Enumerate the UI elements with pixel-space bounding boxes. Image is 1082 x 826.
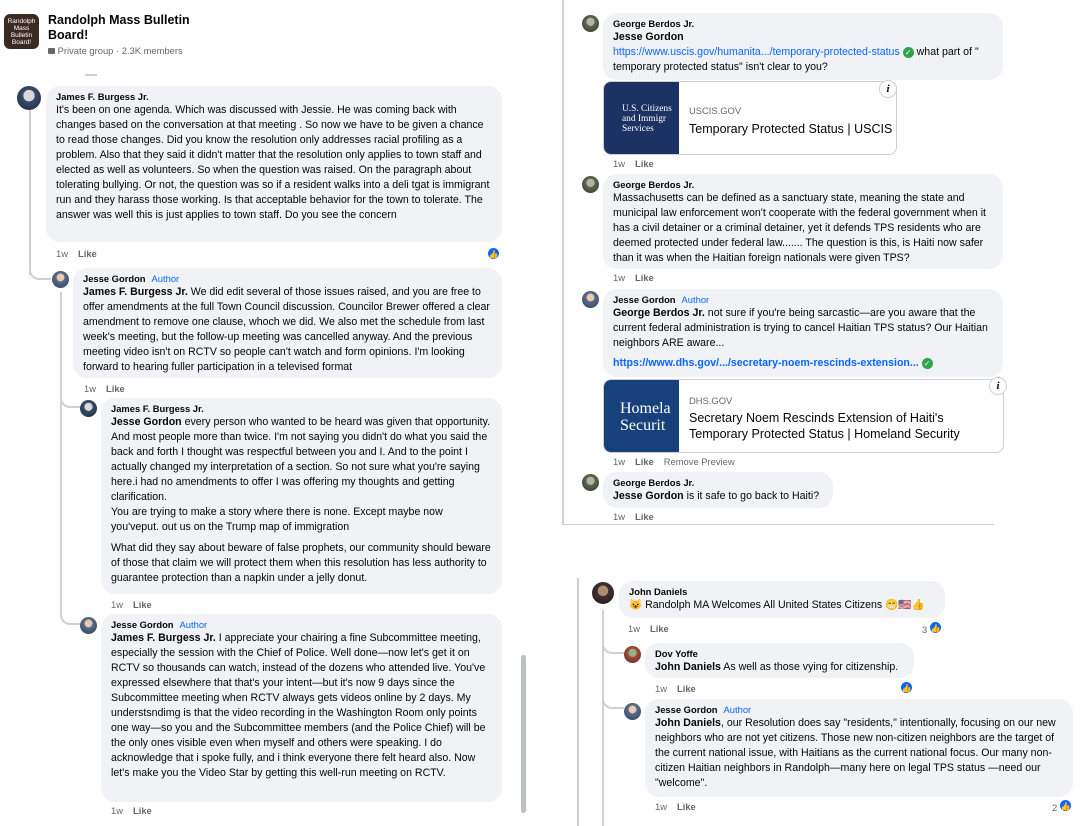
comment-time[interactable]: 1w <box>613 511 625 522</box>
link-preview-thumbnail: U.S. Citizens and Immigr Services <box>604 82 679 154</box>
comment-author[interactable]: Jesse Gordon Author <box>613 294 710 305</box>
comment-author[interactable]: John Daniels <box>629 586 688 597</box>
mention[interactable]: George Berdos Jr. <box>613 307 705 319</box>
remove-preview-button[interactable]: Remove Preview <box>663 456 735 467</box>
avatar[interactable] <box>582 176 599 193</box>
comment-meta <box>628 623 679 634</box>
like-button[interactable]: Like <box>634 158 654 169</box>
comment-author[interactable]: Jesse Gordon Author <box>111 619 208 630</box>
comment-meta <box>655 683 706 694</box>
avatar[interactable] <box>582 474 599 491</box>
like-button[interactable]: Like <box>634 456 654 467</box>
comment-text: Massachusetts can be defined as a sanctuary state, meaning the state and municipal law enforcement won't cooperate with the federal government when it has a civil detainer or a criminal detainer, yet it defends TPS residents who are deemed protected under federal law....... The question is this, is Haiti now safer than it was when the Haitian foreign nationals were given TPS? <box>613 192 989 264</box>
like-button[interactable]: Like <box>77 248 97 259</box>
comment-author[interactable]: George Berdos Jr. <box>613 477 695 488</box>
thread-line <box>29 110 31 275</box>
like-icon[interactable]: 👍 <box>929 621 942 634</box>
comment-bubble <box>73 268 502 378</box>
avatar[interactable] <box>592 582 614 604</box>
group-title[interactable]: Randolph Mass Bulletin Board! <box>48 13 190 42</box>
comment-time[interactable]: 1w <box>613 272 625 283</box>
comment-text: John Daniels As well as those vying for citizenship. <box>655 661 899 673</box>
comment-text: It's been on one agenda. Which was discussed with Jessie. He was coming back with changes based on the conversation at that meeting . So now we have to be given a chance to read those changes. Did you know the resolution only addresses racial profiling as a problem. Also that they said it didn't matter that the resolution only applies to town staff and elected as well as volunteers. So when the question was raised. On the paragraph about tolerating bullying. Or not, the question was so if a resident walks into a deli tgat is immigrant run and they harass those working. Is that acceptable behavior for the town to tolerate. The answer was well this is just applies to town staff. Do you see the concern <box>56 104 493 221</box>
thread-connector <box>29 260 51 280</box>
thread-connector <box>602 695 624 709</box>
comment-author[interactable]: Dov Yoffe <box>655 648 698 659</box>
mention[interactable]: Jesse Gordon <box>111 416 182 428</box>
comment-text: Jesse Gordon is it safe to go back to Haiti? <box>613 490 820 502</box>
comment-meta <box>613 456 745 467</box>
comment-text: Jesse Gordon every person who wanted to be heard was given that opportunity. And most people more than twice. I'm not saying you didn't do what you said the back and forth I thought was respectful between you and I. And to the point I actually changed my interpretation of a section. So not sure what you're saying here.i had no amendments to offer I was offering my thoughts and getting clarification. <box>111 416 493 503</box>
avatar[interactable] <box>624 703 641 720</box>
comment-time[interactable]: 1w <box>56 248 68 259</box>
comment-time[interactable]: 1w <box>628 623 640 634</box>
group-members: 2.3K members <box>121 45 183 56</box>
avatar[interactable] <box>52 271 69 288</box>
avatar[interactable] <box>80 400 97 417</box>
like-button[interactable]: Like <box>634 272 654 283</box>
author-badge: Author <box>179 619 208 630</box>
comment-bubble <box>603 13 1003 80</box>
comment-author[interactable]: George Berdos Jr. <box>613 179 695 190</box>
comment-text: George Berdos Jr. not sure if you're being sarcastic—are you aware that the current federal administration is trying to cancel Haitian TPS status? Our Haitian neighbors ARE aware... <box>613 307 991 349</box>
author-badge: Author <box>681 294 710 305</box>
comment-time[interactable]: 1w <box>655 801 667 812</box>
comment-text: James F. Burgess Jr. I appreciate your chairing a fine Subcommittee meeting, especially the session with the Chief of Police. Well done—now let's get it on RCTV so thousands can watch, instead of the dozens who attended live. You've expressed elsewhere that that's your intent—but it's now 9 days since the Subcommittee meeting when RCTV always gets videos online by 2 days. My understsndimg is that the video recording in the Washington Room only points one way—so you and the Subcommittee members (and the Police Chief) will be the only ones visible even when myself and others were speaking. I do acknowledge that i spoke fully, and i think everyone there felt heard also. Now let's make you the Video Star by getting this well-run meeting on RCTV. <box>111 632 489 779</box>
comment-time[interactable]: 1w <box>111 805 123 816</box>
reaction-count[interactable]: 3 <box>922 624 928 635</box>
comment-meta <box>56 248 107 259</box>
group-header <box>0 0 540 62</box>
link-preview-domain: DHS.GOV <box>689 395 733 406</box>
comment-author[interactable]: Jesse Gordon Author <box>83 273 180 284</box>
comment-meta <box>613 158 664 169</box>
thread-line <box>577 578 579 826</box>
comment-meta <box>111 805 162 816</box>
like-button[interactable]: Like <box>649 623 669 634</box>
avatar[interactable] <box>17 86 41 110</box>
comment-meta <box>655 801 706 812</box>
comment-bubble <box>46 86 502 242</box>
comment-bubble <box>101 398 502 594</box>
comment-bubble <box>603 472 833 508</box>
comment-meta <box>84 383 135 394</box>
link-preview-title: Secretary Noem Rescinds Extension of Haiti's Temporary Protected Status | Homeland Security <box>689 411 960 441</box>
like-icon[interactable]: 👍 <box>487 247 500 260</box>
like-button[interactable]: Like <box>132 599 152 610</box>
comment-text: 😺 Randolph MA Welcomes All United States Citizens 😁🇺🇸👍 <box>629 599 925 611</box>
group-logo[interactable]: Randolph Mass Bulletin Board! <box>4 14 39 49</box>
comment-time[interactable]: 1w <box>655 683 667 694</box>
mention[interactable]: Jesse Gordon <box>613 490 684 502</box>
lock-icon <box>48 48 55 54</box>
link-preview-thumbnail: Homela Securit <box>604 380 679 452</box>
like-button[interactable]: Like <box>634 511 654 522</box>
author-badge: Author <box>151 273 180 284</box>
thread-line <box>562 0 564 524</box>
avatar[interactable] <box>582 291 599 308</box>
comment-author[interactable]: Jesse Gordon Author <box>655 704 752 715</box>
thread-line <box>60 292 62 617</box>
comment-text: James F. Burgess Jr. We did edit several of those issues raised, and you are free to offer amendments at the full Town Council discussion. Councilor Brewer offered a clear amendment to remove one clause, whoch we did. We also met the schedule from last week's meeting, but the follow-up meeting was cancelled anyway. And the previous meeting video isn't on RCTV so people can't watch and form opinions. I'm looking forward to hearing fuller participation in a televised format <box>83 286 493 373</box>
info-icon[interactable]: i <box>989 377 1007 395</box>
comment-meta <box>111 599 162 610</box>
thread-connector <box>60 605 80 625</box>
comment-time[interactable]: 1w <box>613 158 625 169</box>
comment-bubble <box>603 289 1003 377</box>
mention[interactable]: James F. Burgess Jr. <box>111 632 216 644</box>
comment-author[interactable]: George Berdos Jr. <box>613 18 695 29</box>
thread-connector <box>602 640 624 654</box>
comment-bubble <box>101 614 502 802</box>
comment-text: What did they say about beware of false prophets, our community should beware of those that claim we will protect them when this resolution has less authority to guarantee protection than a napkin under a jelly donut. <box>111 542 494 584</box>
comment-author[interactable]: James F. Burgess Jr. <box>56 91 149 102</box>
mention[interactable]: Jesse Gordon <box>613 31 684 43</box>
avatar[interactable] <box>582 15 599 32</box>
verified-check-icon: ✓ <box>903 47 914 58</box>
like-button[interactable]: Like <box>676 801 696 812</box>
comment-meta <box>613 272 664 283</box>
avatar[interactable] <box>624 646 641 663</box>
like-icon[interactable]: 👍 <box>900 681 913 694</box>
like-button[interactable]: Like <box>132 805 152 816</box>
avatar[interactable] <box>80 617 97 634</box>
panel-divider <box>562 524 994 525</box>
link-preview-card[interactable] <box>603 379 1004 453</box>
comment-bubble <box>619 581 945 618</box>
mention[interactable]: John Daniels <box>655 661 721 673</box>
comment-link[interactable]: https://www.dhs.gov/.../secretary-noem-rescinds-extension... <box>613 357 919 369</box>
mention[interactable]: John Daniels <box>655 717 721 729</box>
author-badge: Author <box>723 704 752 715</box>
comment-text: You are trying to make a story where there is none. Except maybe now you'veput. out us on the Trump map of immigration <box>111 506 446 533</box>
comment-time[interactable]: 1w <box>84 383 96 394</box>
reaction-count[interactable]: 2 <box>1052 802 1058 813</box>
link-preview-domain: USCIS.GOV <box>689 105 742 116</box>
comment-author[interactable]: James F. Burgess Jr. <box>111 403 204 414</box>
group-privacy: Private group <box>57 45 114 56</box>
comment-bubble <box>603 174 1003 269</box>
top-fragment <box>85 70 97 76</box>
comment-time[interactable]: 1w <box>111 599 123 610</box>
comment-text: John Daniels, our Resolution does say "residents," intentionally, focusing on our new neighbors who are not yet citizens. Those new non-citizen neighbors are the target of the current national issue, with Haitians as the current national focus. Our many non-citizen Haitian neighbors in Randolph—many here on legal TPS status —need our "welcome". <box>655 717 1059 789</box>
group-meta: Private group · 2.3K members <box>48 45 183 56</box>
scrollbar[interactable] <box>521 655 526 813</box>
like-icon[interactable]: 👍 <box>1059 799 1072 812</box>
link-preview-title: Temporary Protected Status | USCIS <box>689 122 893 136</box>
verified-check-icon: ✓ <box>922 358 933 369</box>
comment-time[interactable]: 1w <box>613 456 625 467</box>
like-button[interactable]: Like <box>105 383 125 394</box>
comment-meta <box>613 511 664 522</box>
like-button[interactable]: Like <box>676 683 696 694</box>
info-icon[interactable]: i <box>879 80 897 98</box>
comment-bubble <box>645 699 1073 797</box>
comment-bubble <box>645 643 914 678</box>
link-preview-card[interactable] <box>603 81 897 155</box>
mention[interactable]: James F. Burgess Jr. <box>83 286 188 298</box>
thread-connector <box>60 390 80 408</box>
comment-link[interactable]: https://www.uscis.gov/humanita.../temporary-protected-status <box>613 46 900 58</box>
comment-text: Jesse Gordon https://www.uscis.gov/humanita.../temporary-protected-status ✓ what part of " temporary protected status" isn't clear to you? <box>613 31 982 73</box>
